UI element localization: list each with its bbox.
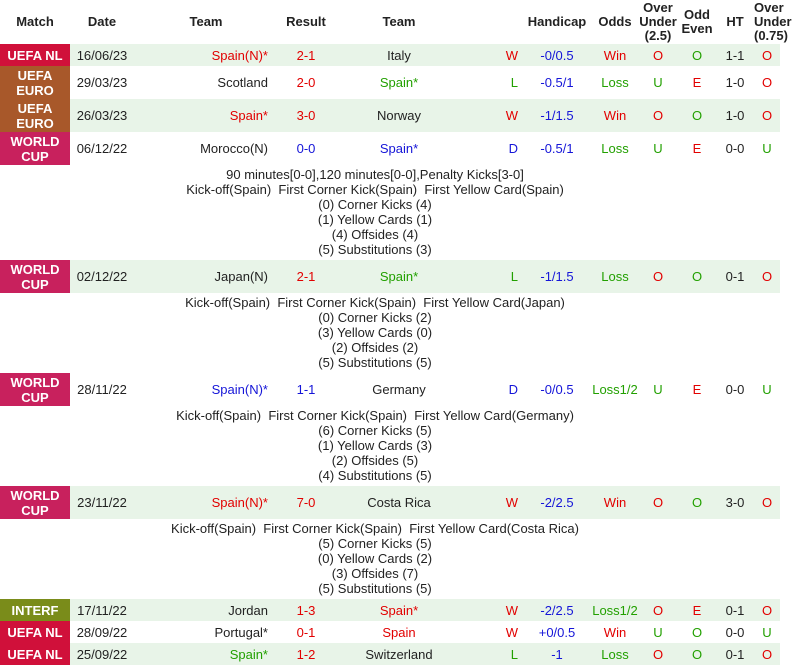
header-wl xyxy=(464,0,522,44)
stat-line: (1) Yellow Cards (3) xyxy=(317,438,433,453)
win-loss-result: D xyxy=(464,373,522,406)
stat-line: Kick-off(Spain) First Corner Kick(Spain) First Yellow Card(Spain) xyxy=(186,182,564,197)
over-under-result: U xyxy=(638,66,678,99)
match-detail-row xyxy=(0,165,780,260)
competition-badge[interactable]: WORLD CUP xyxy=(0,486,70,519)
match-score: 2-1 xyxy=(278,260,334,293)
header-match: Match xyxy=(0,0,70,44)
odd-even-result: O xyxy=(678,99,716,132)
match-row[interactable] xyxy=(0,599,780,621)
header-team2: Team xyxy=(334,0,464,44)
match-detail-row xyxy=(0,293,780,373)
stat-line: (2) Offsides (5) xyxy=(331,453,419,468)
away-team: Germany xyxy=(334,373,464,406)
home-team: Japan(N) xyxy=(134,260,278,293)
win-loss-result: L xyxy=(464,260,522,293)
handicap-value: +0/0.5 xyxy=(522,621,592,643)
match-score: 1-2 xyxy=(278,643,334,665)
away-team: Spain* xyxy=(334,66,464,99)
odds-result: Loss xyxy=(592,260,638,293)
win-loss-result: L xyxy=(464,643,522,665)
over-under-2-result: O xyxy=(754,44,780,66)
away-team: Switzerland xyxy=(334,643,464,665)
away-team: Spain xyxy=(334,621,464,643)
win-loss-result: W xyxy=(464,44,522,66)
match-row[interactable] xyxy=(0,132,780,165)
home-team: Scotland xyxy=(134,66,278,99)
match-score: 1-1 xyxy=(278,373,334,406)
win-loss-result: W xyxy=(464,621,522,643)
odds-result: Loss xyxy=(592,66,638,99)
odd-even-result: O xyxy=(678,621,716,643)
over-under-2-result: U xyxy=(754,132,780,165)
win-loss-result: W xyxy=(464,599,522,621)
match-row[interactable] xyxy=(0,621,780,643)
header-team1: Team xyxy=(134,0,278,44)
handicap-value: -1 xyxy=(522,643,592,665)
odd-even-result: E xyxy=(678,66,716,99)
stat-line: (1) Yellow Cards (1) xyxy=(317,212,433,227)
odd-even-result: E xyxy=(678,599,716,621)
half-time-score: 0-1 xyxy=(716,599,754,621)
over-under-2-result: O xyxy=(754,99,780,132)
home-team: Spain(N)* xyxy=(134,44,278,66)
handicap-value: -0/0.5 xyxy=(522,44,592,66)
header-handicap: Handicap xyxy=(522,0,592,44)
half-time-score: 1-0 xyxy=(716,66,754,99)
stat-line: (5) Substitutions (5) xyxy=(318,581,432,596)
stat-line: (5) Substitutions (5) xyxy=(318,355,432,370)
odds-result: Win xyxy=(592,44,638,66)
away-team: Norway xyxy=(334,99,464,132)
over-under-result: O xyxy=(638,643,678,665)
away-team: Spain* xyxy=(334,132,464,165)
home-team: Spain(N)* xyxy=(134,373,278,406)
half-time-score: 3-0 xyxy=(716,486,754,519)
over-under-2-result: O xyxy=(754,643,780,665)
half-time-score: 0-0 xyxy=(716,621,754,643)
home-team: Spain* xyxy=(134,99,278,132)
match-stats xyxy=(0,519,780,599)
odds-result: Loss xyxy=(592,643,638,665)
match-row[interactable] xyxy=(0,643,780,665)
stat-line: (5) Substitutions (3) xyxy=(318,242,432,257)
over-under-result: O xyxy=(638,260,678,293)
match-score: 7-0 xyxy=(278,486,334,519)
stat-line: Kick-off(Spain) First Corner Kick(Spain) First Yellow Card(Costa Rica) xyxy=(171,521,579,536)
win-loss-result: L xyxy=(464,66,522,99)
handicap-value: -1/1.5 xyxy=(522,99,592,132)
over-under-result: O xyxy=(638,44,678,66)
over-under-result: O xyxy=(638,486,678,519)
half-time-score: 0-1 xyxy=(716,643,754,665)
home-team: Spain(N)* xyxy=(134,486,278,519)
stat-line: (3) Offsides (7) xyxy=(331,566,419,581)
over-under-2-result: O xyxy=(754,486,780,519)
competition-badge[interactable]: WORLD CUP xyxy=(0,260,70,293)
odds-result: Win xyxy=(592,621,638,643)
match-date: 28/09/22 xyxy=(70,621,134,643)
handicap-value: -0.5/1 xyxy=(522,132,592,165)
match-stats xyxy=(0,293,780,373)
stat-line: (5) Corner Kicks (5) xyxy=(318,536,432,551)
odds-result: Loss1/2 xyxy=(592,599,638,621)
home-team: Morocco(N) xyxy=(134,132,278,165)
match-detail-row xyxy=(0,406,780,486)
stat-line: (2) Offsides (2) xyxy=(331,340,419,355)
stat-line: (3) Yellow Cards (0) xyxy=(317,325,433,340)
match-stats xyxy=(0,406,780,486)
match-row[interactable] xyxy=(0,66,780,99)
over-under-2-result: O xyxy=(754,66,780,99)
match-date: 23/11/22 xyxy=(70,486,134,519)
odds-result: Loss xyxy=(592,132,638,165)
competition-badge[interactable]: INTERF xyxy=(0,599,70,621)
over-under-result: O xyxy=(638,99,678,132)
half-time-score: 0-0 xyxy=(716,373,754,406)
odd-even-result: O xyxy=(678,643,716,665)
odds-result: Win xyxy=(592,486,638,519)
odd-even-result: E xyxy=(678,373,716,406)
stat-line: (6) Corner Kicks (5) xyxy=(318,423,432,438)
over-under-2-result: O xyxy=(754,599,780,621)
match-score: 2-1 xyxy=(278,44,334,66)
match-row[interactable] xyxy=(0,260,780,293)
stat-line: (4) Offsides (4) xyxy=(331,227,419,242)
home-team: Spain* xyxy=(134,643,278,665)
match-date: 26/03/23 xyxy=(70,99,134,132)
header-odd-even: Odd Even xyxy=(678,0,716,44)
away-team: Italy xyxy=(334,44,464,66)
stat-line: 90 minutes[0-0],120 minutes[0-0],Penalty Kicks[3-0] xyxy=(226,167,524,182)
match-score: 1-3 xyxy=(278,599,334,621)
stat-line: (4) Substitutions (5) xyxy=(318,468,432,483)
match-row[interactable] xyxy=(0,44,780,66)
match-row[interactable] xyxy=(0,486,780,519)
header-row xyxy=(0,0,780,44)
competition-badge[interactable]: UEFA NL xyxy=(0,44,70,66)
odd-even-result: O xyxy=(678,260,716,293)
stat-line: Kick-off(Spain) First Corner Kick(Spain) First Yellow Card(Japan) xyxy=(185,295,565,310)
odd-even-result: O xyxy=(678,44,716,66)
home-team: Portugal* xyxy=(134,621,278,643)
match-detail-row xyxy=(0,519,780,599)
half-time-score: 1-1 xyxy=(716,44,754,66)
half-time-score: 0-1 xyxy=(716,260,754,293)
match-date: 17/11/22 xyxy=(70,599,134,621)
win-loss-result: W xyxy=(464,99,522,132)
header-date: Date xyxy=(70,0,134,44)
stat-line: (0) Corner Kicks (2) xyxy=(318,310,432,325)
match-score: 3-0 xyxy=(278,99,334,132)
over-under-result: U xyxy=(638,621,678,643)
over-under-result: U xyxy=(638,132,678,165)
handicap-value: -0/0.5 xyxy=(522,373,592,406)
odd-even-result: E xyxy=(678,132,716,165)
stat-line: (0) Corner Kicks (4) xyxy=(318,197,432,212)
match-score: 0-0 xyxy=(278,132,334,165)
header-over-under: Over Under (2.5) xyxy=(639,0,677,43)
header-over-under-2: Over Under (0.75) xyxy=(754,0,792,43)
header-result: Result xyxy=(278,0,334,44)
stat-line: Kick-off(Spain) First Corner Kick(Spain) First Yellow Card(Germany) xyxy=(176,408,574,423)
over-under-2-result: O xyxy=(754,260,780,293)
competition-badge[interactable]: UEFA EURO xyxy=(0,66,70,99)
match-row[interactable] xyxy=(0,373,780,406)
match-score: 0-1 xyxy=(278,621,334,643)
match-date: 16/06/23 xyxy=(70,44,134,66)
away-team: Costa Rica xyxy=(334,486,464,519)
half-time-score: 1-0 xyxy=(716,99,754,132)
match-stats xyxy=(0,165,780,260)
away-team: Spain* xyxy=(334,599,464,621)
win-loss-result: D xyxy=(464,132,522,165)
over-under-2-result: U xyxy=(754,373,780,406)
match-date: 02/12/22 xyxy=(70,260,134,293)
match-score: 2-0 xyxy=(278,66,334,99)
home-team: Jordan xyxy=(134,599,278,621)
competition-badge[interactable]: UEFA NL xyxy=(0,643,70,665)
handicap-value: -2/2.5 xyxy=(522,599,592,621)
over-under-result: O xyxy=(638,599,678,621)
over-under-result: U xyxy=(638,373,678,406)
header-ht: HT xyxy=(716,0,754,44)
over-under-2-result: U xyxy=(754,621,780,643)
handicap-value: -0.5/1 xyxy=(522,66,592,99)
competition-badge[interactable]: WORLD CUP xyxy=(0,373,70,406)
handicap-value: -2/2.5 xyxy=(522,486,592,519)
competition-badge[interactable]: UEFA NL xyxy=(0,621,70,643)
half-time-score: 0-0 xyxy=(716,132,754,165)
competition-badge[interactable]: UEFA EURO xyxy=(0,99,70,132)
match-row[interactable] xyxy=(0,99,780,132)
stat-line: (0) Yellow Cards (2) xyxy=(317,551,433,566)
odd-even-result: O xyxy=(678,486,716,519)
match-date: 06/12/22 xyxy=(70,132,134,165)
match-date: 25/09/22 xyxy=(70,643,134,665)
match-rows xyxy=(0,44,780,665)
handicap-value: -1/1.5 xyxy=(522,260,592,293)
odds-result: Win xyxy=(592,99,638,132)
odds-result: Loss1/2 xyxy=(592,373,638,406)
win-loss-result: W xyxy=(464,486,522,519)
competition-badge[interactable]: WORLD CUP xyxy=(0,132,70,165)
match-date: 29/03/23 xyxy=(70,66,134,99)
away-team: Spain* xyxy=(334,260,464,293)
match-date: 28/11/22 xyxy=(70,373,134,406)
header-odds: Odds xyxy=(592,0,638,44)
